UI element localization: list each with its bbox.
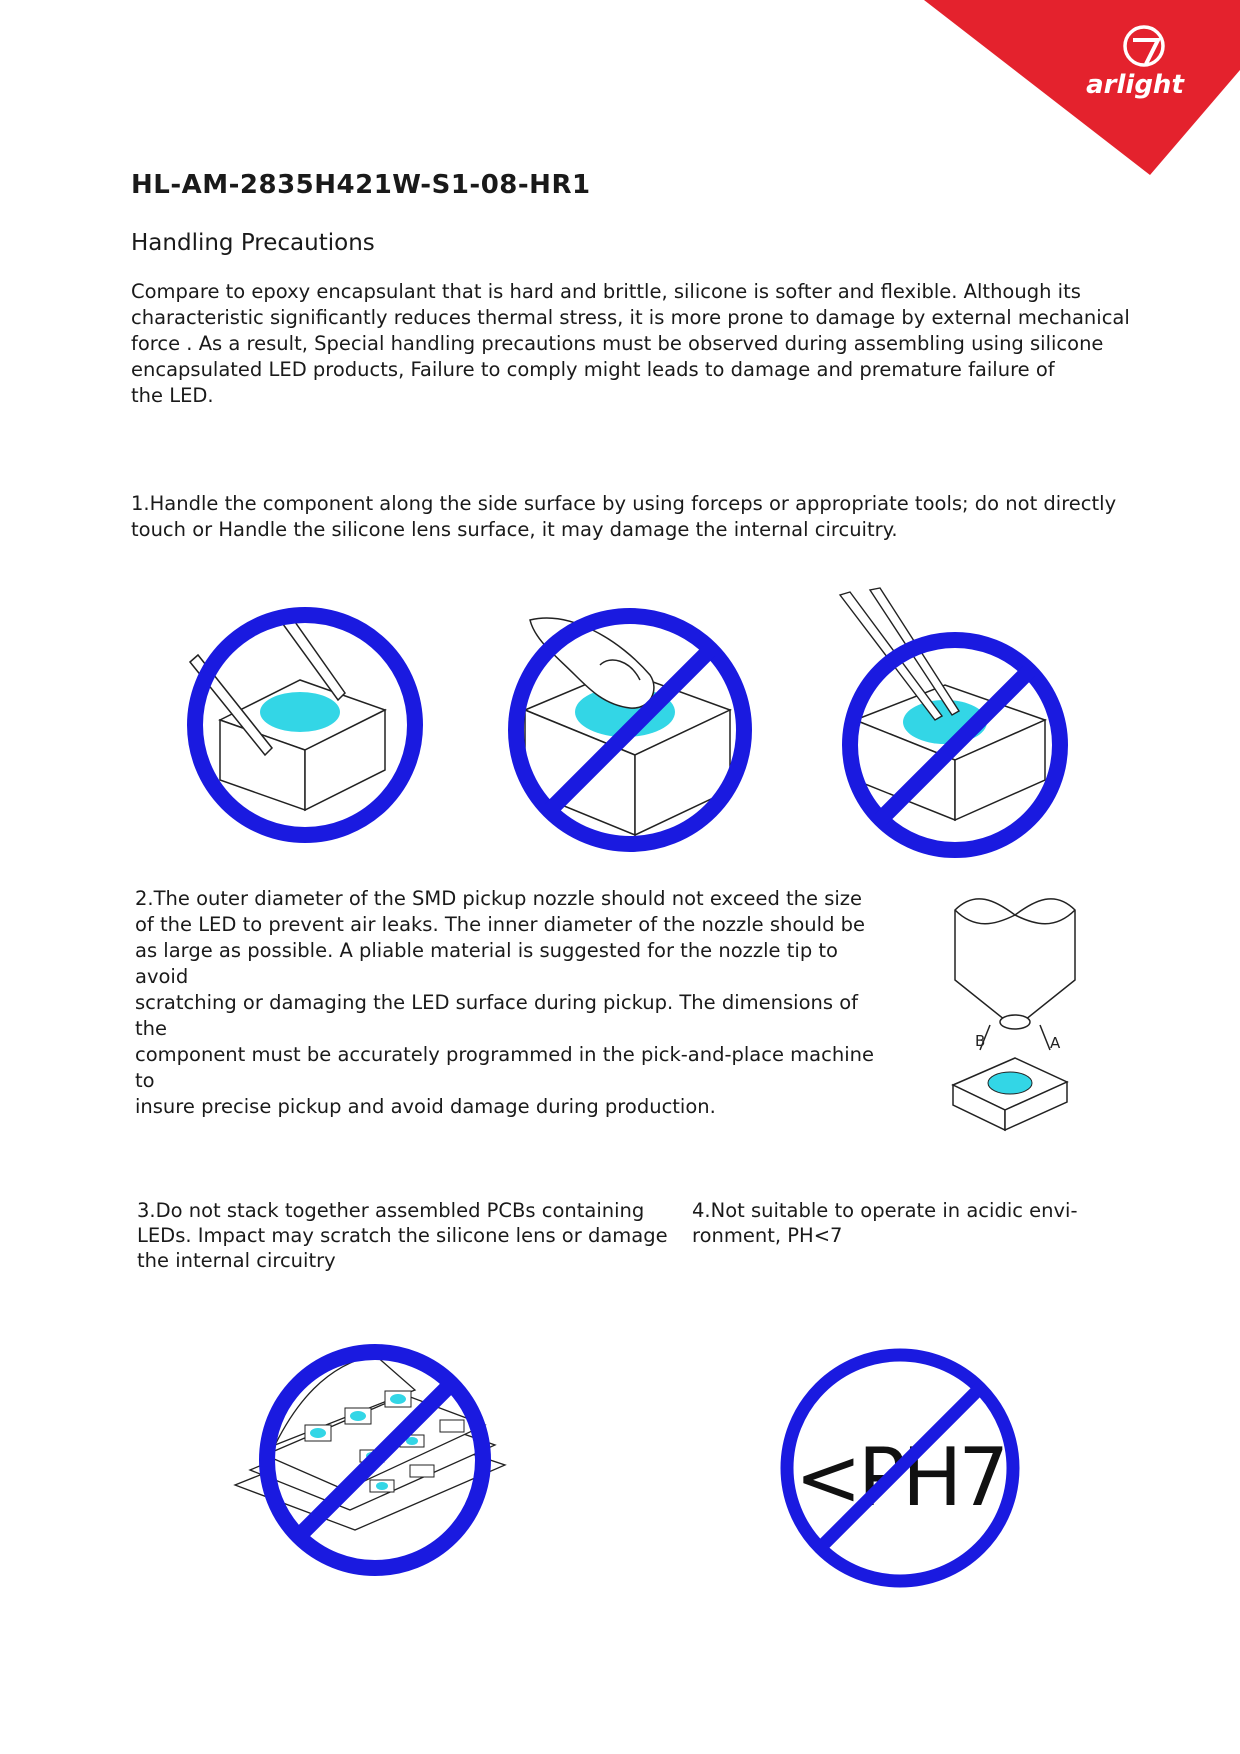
figure-stacked-pcbs xyxy=(235,1345,515,1595)
precaution-3-text: 3.Do not stack together assembled PCBs containing LEDs. Impact may scratch the silicone lens or damage the internal circuitry xyxy=(137,1199,668,1272)
figure-finger-touch xyxy=(500,600,760,860)
precaution-4-text: 4.Not suitable to operate in acidic envi- ronment, PH<7 xyxy=(692,1199,1078,1247)
document-title: HL-AM-2835H421W-S1-08-HR1 xyxy=(131,170,591,200)
pickup-nozzle-icon xyxy=(955,899,1075,1050)
figure-forceps-side xyxy=(180,600,430,850)
nozzle-label-b: B xyxy=(975,1032,986,1050)
silicone-lens xyxy=(260,692,340,732)
nozzle-label-a: A xyxy=(1050,1034,1061,1052)
logo-text: arlight xyxy=(1086,70,1184,100)
silicone-lens xyxy=(988,1072,1032,1094)
precaution-2-text: 2.The outer diameter of the SMD pickup nozzle should not exceed the size of the LED to prevent air leaks. The inner diameter of the nozzle should be as large as possible. A pliable material is suggested for the nozzle tip to avoid scratching or damaging the LED surface during pickup. The dimensions of the component must be accurately programmed in the pick-and-place machine to insure precise pickup and avoid damage during production. xyxy=(135,887,874,1118)
figure-pickup-nozzle xyxy=(945,890,1085,1140)
section-title: Handling Precautions xyxy=(131,230,375,256)
intro-paragraph: Compare to epoxy encapsulant that is hard and brittle, silicone is softer and flexible. Although its characteristic significantly reduces thermal stress, it is more prone to damage by external mechanical force . As a result, Special handling precautions must be observed during assembling using silicone encapsulated LED products, Failure to comply might leads to damage and premature failure of the LED. xyxy=(131,280,1130,407)
figure-ph7-sign xyxy=(775,1350,1025,1600)
figure-forceps-top xyxy=(830,590,1090,860)
brand-corner xyxy=(0,0,1240,180)
precaution-1-text: 1.Handle the component along the side surface by using forceps or appropriate tools; do not directly touch or Handle the silicone lens surface, it may damage the internal circuitry. xyxy=(131,492,1117,541)
ph-sign-text: <PH7 xyxy=(794,1431,1006,1524)
brand-corner-triangle xyxy=(924,0,1240,175)
